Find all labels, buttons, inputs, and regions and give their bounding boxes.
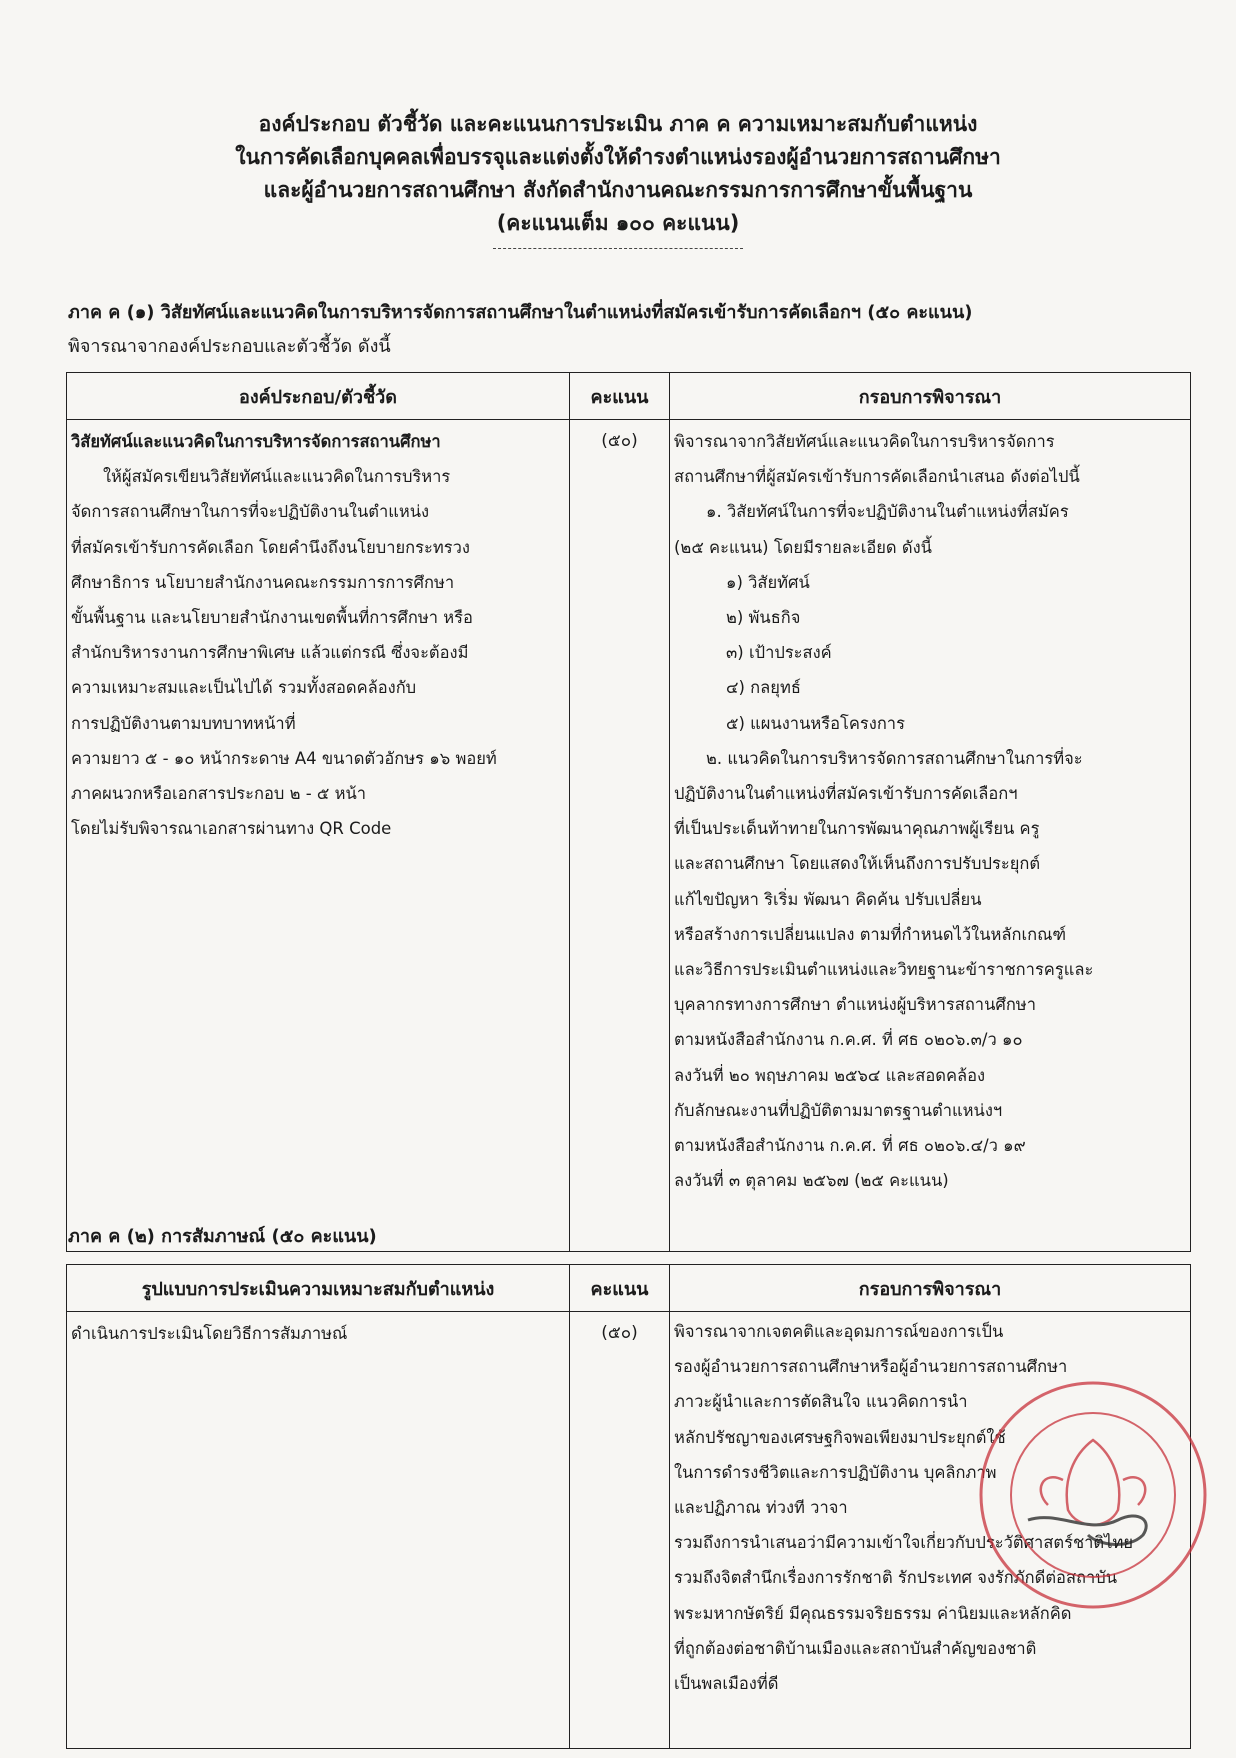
part1-header-score: คะแนน <box>570 373 670 420</box>
part1-left-line: โดยไม่รับพิจารณาเอกสารผ่านทาง QR Code <box>71 819 392 839</box>
part2-header-framework: กรอบการพิจารณา <box>670 1265 1191 1312</box>
part1-right-line: ตามหนังสือสำนักงาน ก.ค.ศ. ที่ ศธ ๐๒๐๖.๔/ว ๑๙ <box>674 1136 1026 1156</box>
part1-left-line: วิสัยทัศน์และแนวคิดในการบริหารจัดการสถานศึกษา <box>71 432 441 451</box>
part1-right-line: ๒) พันธกิจ <box>726 608 801 628</box>
part2-header-row <box>67 1265 1191 1312</box>
part1-right-line: หรือสร้างการเปลี่ยนแปลง ตามที่กำหนดไว้ในหลักเกณฑ์ <box>674 924 1067 944</box>
part1-right-line: ตามหนังสือสำนักงาน ก.ค.ศ. ที่ ศธ ๐๒๐๖.๓/ว ๑๐ <box>674 1030 1023 1050</box>
title-divider <box>493 248 743 249</box>
part1-components-cell <box>67 420 570 1252</box>
part2-right-line: รวมถึงการนำเสนอว่ามีความเข้าใจเกี่ยวกับประวัติศาสตร์ชาติไทย <box>674 1533 1133 1553</box>
part1-right-line: และวิธีการประเมินตำแหน่งและวิทยฐานะข้าราชการครูและ <box>674 960 1094 980</box>
part1-header-framework: กรอบการพิจารณา <box>670 373 1191 420</box>
part2-right-line: ในการดำรงชีวิตและการปฏิบัติงาน บุคลิกภาพ <box>674 1462 997 1482</box>
part2-right-line: รองผู้อำนวยการสถานศึกษาหรือผู้อำนวยการสถานศึกษา <box>674 1357 1068 1377</box>
part1-right-line: ๔) กลยุทธ์ <box>726 678 801 698</box>
part1-right-line: ปฏิบัติงานในตำแหน่งที่สมัครเข้ารับการคัดเลือกฯ <box>674 784 1018 804</box>
part1-score: (๕๐) <box>601 431 638 451</box>
official-seal-icon <box>968 1370 1218 1620</box>
part2-right-line: ที่ถูกต้องต่อชาติบ้านเมืองและสถาบันสำคัญของชาติ <box>674 1638 1037 1658</box>
part1-left-line: ความเหมาะสมและเป็นไปได้ รวมทั้งสอดคล้องกับ <box>71 678 417 698</box>
part1-right-line: แก้ไขปัญหา ริเริ่ม พัฒนา คิดค้น ปรับเปลี่ยน <box>674 889 982 909</box>
part2-heading: ภาค ค (๒) การสัมภาษณ์ (๕๐ คะแนน) <box>68 1226 377 1247</box>
part1-left-line: ให้ผู้สมัครเขียนวิสัยทัศน์และแนวคิดในการบริหาร <box>103 467 451 487</box>
part1-right-line: พิจารณาจากวิสัยทัศน์และแนวคิดในการบริหารจัดการ <box>674 432 1055 451</box>
part2-right-line: รวมถึงจิตสำนึกเรื่องการรักชาติ รักประเทศ จงรักภักดีต่อสถาบัน <box>674 1568 1118 1588</box>
part2-score-cell <box>570 1312 670 1749</box>
title-line-4: (คะแนนเต็ม ๑๐๐ คะแนน) <box>496 211 740 235</box>
seal-outer-ring <box>981 1383 1205 1607</box>
part1-right-line: ๓) เป้าประสงค์ <box>726 643 832 663</box>
part1-body-row <box>67 420 1191 1252</box>
part1-left-line: การปฏิบัติงานตามบทบาทหน้าที่ <box>71 713 296 733</box>
part1-subheading: พิจารณาจากองค์ประกอบและตัวชี้วัด ดังนี้ <box>68 336 391 357</box>
part1-right-line: บุคลากรทางการศึกษา ตำแหน่งผู้บริหารสถานศึกษา <box>674 995 1036 1015</box>
part2-right-line: พระมหากษัตริย์ มีคุณธรรมจริยธรรม ค่านิยมและหลักคิด <box>674 1603 1072 1623</box>
part1-score-cell <box>570 420 670 1252</box>
part1-header-components: องค์ประกอบ/ตัวชี้วัด <box>67 373 570 420</box>
part1-left-line: จัดการสถานศึกษาในการที่จะปฏิบัติงานในตำแหน่ง <box>71 502 430 522</box>
part1-right-line: กับลักษณะงานที่ปฏิบัติตามมาตรฐานตำแหน่งฯ <box>674 1100 1003 1120</box>
part1-right-line: ลงวันที่ ๓ ตุลาคม ๒๕๖๗ (๒๕ คะแนน) <box>674 1171 949 1191</box>
part2-right-line: ภาวะผู้นำและการตัดสินใจ แนวคิดการนำ <box>674 1392 968 1412</box>
part2-left-line: ดำเนินการประเมินโดยวิธีการสัมภาษณ์ <box>71 1324 348 1343</box>
part1-header-row <box>67 373 1191 420</box>
part1-left-line: ภาคผนวกหรือเอกสารประกอบ ๒ - ๕ หน้า <box>71 784 367 804</box>
title-line-3: และผู้อำนวยการสถานศึกษา สังกัดสำนักงานคณะกรรมการการศึกษาขั้นพื้นฐาน <box>263 178 973 202</box>
title-line-1: องค์ประกอบ ตัวชี้วัด และคะแนนการประเมิน ภาค ค ความเหมาะสมกับตำแหน่ง <box>258 112 978 136</box>
part1-right-line: และสถานศึกษา โดยแสดงให้เห็นถึงการปรับประยุกต์ <box>674 854 1041 874</box>
part2-right-line: และปฏิภาณ ท่วงที วาจา <box>674 1498 848 1518</box>
seal-inner-ring <box>1011 1413 1175 1577</box>
part1-right-line: ที่เป็นประเด็นท้าทายในการพัฒนาคุณภาพผู้เรียน ครู <box>674 819 1040 839</box>
part1-right-line: ๒. แนวคิดในการบริหารจัดการสถานศึกษาในการที่จะ <box>706 748 1083 768</box>
part1-left-line: ความยาว ๕ - ๑๐ หน้ากระดาษ A4 ขนาดตัวอักษร ๑๖ พอยท์ <box>71 748 497 768</box>
part1-left-line: ขั้นพื้นฐาน และนโยบายสำนักงานเขตพื้นที่การศึกษา หรือ <box>71 608 473 628</box>
part1-framework-cell <box>670 420 1191 1252</box>
part2-right-line: หลักปรัชญาของเศรษฐกิจพอเพียงมาประยุกต์ใช้ <box>674 1427 1006 1447</box>
part1-right-line: ๑. วิสัยทัศน์ในการที่จะปฏิบัติงานในตำแหน่งที่สมัคร <box>706 502 1069 522</box>
part2-score: (๕๐) <box>601 1323 638 1343</box>
signature-stroke <box>1028 1516 1146 1544</box>
part2-right-line: เป็นพลเมืองที่ดี <box>674 1674 779 1694</box>
part2-header-format: รูปแบบการประเมินความเหมาะสมกับตำแหน่ง <box>67 1265 570 1312</box>
part1-right-line: สถานศึกษาที่ผู้สมัครเข้ารับการคัดเลือกนำเสนอ ดังต่อไปนี้ <box>674 467 1080 487</box>
part2-right-line: พิจารณาจากเจตคติและอุดมการณ์ของการเป็น <box>674 1322 1004 1341</box>
part1-left-line: ที่สมัครเข้ารับการคัดเลือก โดยคำนึงถึงนโยบายกระทรวง <box>71 537 470 557</box>
part1-right-line: (๒๕ คะแนน) โดยมีรายละเอียด ดังนี้ <box>674 537 932 557</box>
part2-format-cell <box>67 1312 570 1749</box>
part1-left-line: ศึกษาธิการ นโยบายสำนักงานคณะกรรมการการศึกษา <box>71 572 455 592</box>
seal-wings <box>1041 1477 1145 1505</box>
seal-emblem <box>1067 1440 1120 1525</box>
part1-right-line: ลงวันที่ ๒๐ พฤษภาคม ๒๕๖๔ และสอดคล้อง <box>674 1065 986 1085</box>
part1-left-line: สำนักบริหารงานการศึกษาพิเศษ แล้วแต่กรณี ซึ่งจะต้องมี <box>71 643 469 663</box>
part1-right-line: ๑) วิสัยทัศน์ <box>726 572 810 592</box>
document-title <box>0 108 1236 249</box>
part1-heading: ภาค ค (๑) วิสัยทัศน์และแนวคิดในการบริหารจัดการสถานศึกษาในตำแหน่งที่สมัครเข้ารับการคัดเลือกฯ (๕๐ คะแนน) <box>68 302 973 323</box>
title-line-2: ในการคัดเลือกบุคคลเพื่อบรรจุและแต่งตั้งให้ดำรงตำแหน่งรองผู้อำนวยการสถานศึกษา <box>235 145 1001 169</box>
part1-right-line: ๕) แผนงานหรือโครงการ <box>726 713 905 733</box>
part2-header-score: คะแนน <box>570 1265 670 1312</box>
part1-table <box>66 372 1191 1252</box>
